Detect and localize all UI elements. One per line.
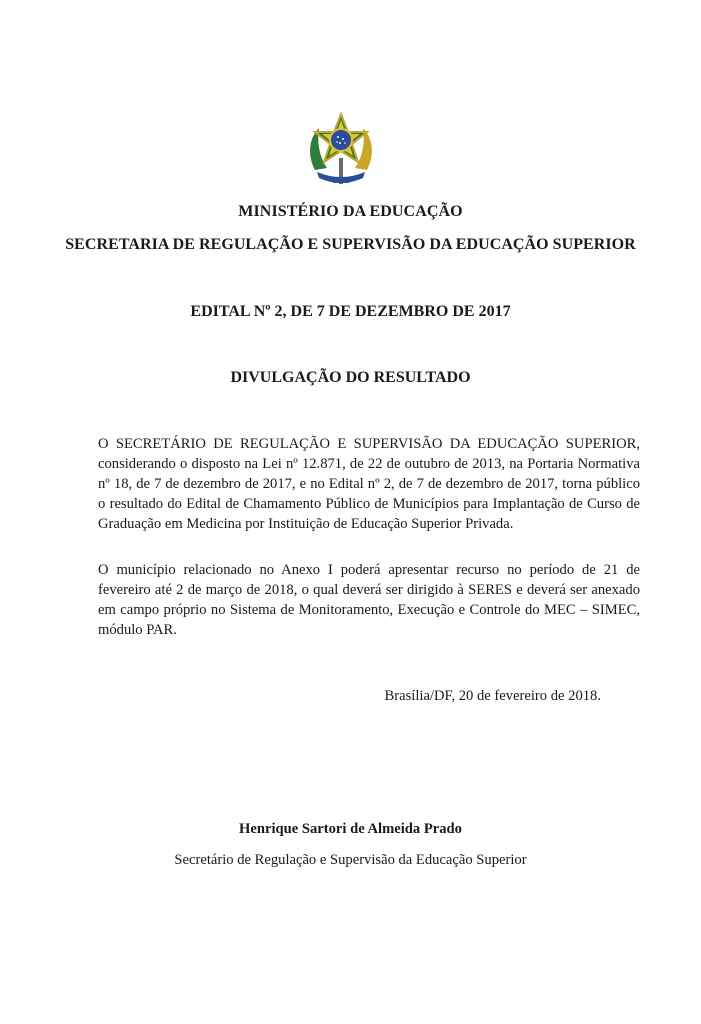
edital-title: EDITAL Nº 2, DE 7 DE DEZEMBRO DE 2017 bbox=[190, 303, 511, 320]
body-paragraph-2: O município relacionado no Anexo I poderá apresentar recurso no período de 21 de fevereiro até 2 de março de 2018, o qual deverá ser dirigido à SERES e deverá ser anexado em campo próprio no Sistema de Monitoramento, Execução e Controle do MEC – SIMEC, módulo PAR. bbox=[98, 562, 640, 638]
place-date: Brasília/DF, 20 de fevereiro de 2018. bbox=[384, 688, 601, 704]
signer-name: Henrique Sartori de Almeida Prado bbox=[239, 821, 462, 837]
secretaria-heading: SECRETARIA DE REGULAÇÃO E SUPERVISÃO DA EDUCAÇÃO SUPERIOR bbox=[65, 236, 636, 253]
signer-role: Secretário de Regulação e Supervisão da Educação Superior bbox=[174, 852, 527, 868]
body-paragraph-1: O SECRETÁRIO DE REGULAÇÃO E SUPERVISÃO DA EDUCAÇÃO SUPERIOR, considerando o disposto na Lei nº 12.871, de 22 de outubro de 2013, na Portaria Normativa nº 18, de 7 de dezembro de 2017, e no Edital nº 2, de 7 de dezembro de 2017, torna público o resultado do Edital de Chamamento Público de Municípios para Implantação de Curso de Graduação em Medicina por Instituição de Educação Superior Privada. bbox=[98, 436, 640, 532]
brazil-coat-of-arms-icon bbox=[303, 110, 379, 190]
ministry-heading: MINISTÉRIO DA EDUCAÇÃO bbox=[238, 203, 463, 220]
section-title: DIVULGAÇÃO DO RESULTADO bbox=[230, 369, 471, 386]
